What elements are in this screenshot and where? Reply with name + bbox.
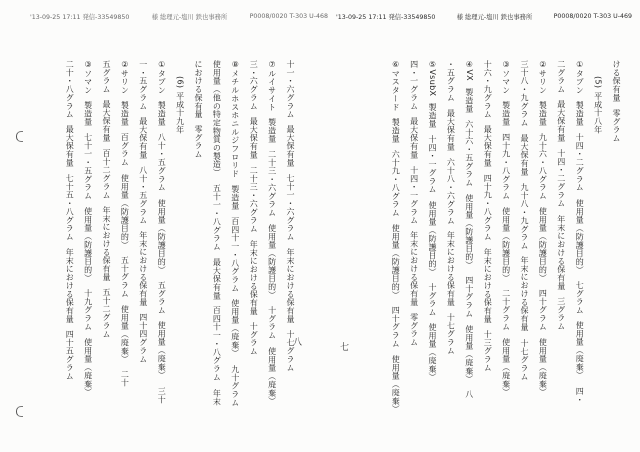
text-segment: 使用量（他の特定物質の製造） — [212, 60, 222, 177]
text-segment: 最大保有量 — [212, 257, 222, 300]
text-segment: ②サリン — [120, 60, 130, 95]
text-segment: 使用量（防護目的） — [464, 193, 474, 270]
fax-sent-info: '13-09-25 17:11 発信-33549850 — [336, 13, 436, 21]
text-segment: 九十グラム — [230, 364, 240, 407]
text-column — [211, 60, 221, 405]
text-column — [193, 60, 203, 159]
text-column — [101, 60, 111, 339]
text-column — [285, 60, 295, 372]
text-segment: 使用量（廃棄） — [157, 321, 167, 380]
text-segment: 使用量（廃棄） — [464, 324, 474, 384]
text-segment: 四十グラム — [538, 289, 548, 332]
text-segment: 使用量（廃棄） — [575, 321, 585, 380]
text-segment: ④VX — [464, 60, 474, 82]
text-segment: 使用量（廃棄） — [83, 338, 93, 397]
text-segment: 三十八・九グラム — [520, 60, 529, 127]
page-number-right: 七 — [340, 343, 350, 353]
text-column — [64, 60, 74, 380]
text-segment: における保有量 — [194, 60, 203, 119]
text-column — [267, 60, 277, 405]
text-segment: 年末における保有量 — [520, 256, 529, 332]
text-column — [445, 60, 455, 355]
text-segment: 八 — [464, 390, 474, 399]
text-segment: 二十・八グラム — [65, 60, 75, 119]
text-segment: 十九グラム — [83, 289, 93, 332]
text-column — [409, 60, 419, 347]
text-segment: 百十二グラム — [102, 149, 111, 200]
text-segment: 使用量（廃棄） — [538, 338, 548, 397]
text-segment: 四十九・八グラム — [483, 174, 493, 242]
text-segment: 使用量（防護目的） — [157, 198, 167, 275]
text-segment: ⑧メチルホスホニルジフロリド — [230, 60, 240, 178]
text-segment: 三十 — [157, 386, 167, 404]
text-segment: 六十九・八グラム — [391, 150, 401, 217]
text-segment: 四十グラム — [464, 276, 474, 318]
text-segment: 年末における保有量 — [102, 206, 111, 282]
text-segment: 年末における保有量 — [286, 248, 295, 324]
text-segment: 製造量 — [501, 101, 511, 127]
text-segment: 十四・二グラム — [575, 133, 585, 192]
text-segment: 製造量 — [428, 103, 437, 129]
text-segment: 七十一・六グラム — [286, 174, 295, 242]
text-segment: 十七グラム — [520, 338, 529, 381]
text-segment: 十グラム — [267, 306, 277, 340]
text-segment: 五グラム — [102, 60, 111, 94]
text-segment: 使用量（防護目的） — [120, 173, 130, 250]
fax-sent-info: '13-09-25 17:11 発信-33549850 — [30, 13, 130, 21]
text-segment: 最大保有量 — [286, 125, 295, 168]
text-segment: 四十四グラム — [138, 313, 148, 364]
text-segment: 二十三・六グラム — [249, 165, 259, 233]
text-column — [593, 76, 603, 134]
text-column — [501, 60, 511, 397]
text-segment: 製造量 — [230, 184, 240, 210]
text-segment: 最大保有量 — [138, 117, 148, 159]
punch-hole-mark — [16, 131, 23, 142]
text-segment: 年末 — [212, 388, 222, 406]
text-segment: 七十一・五グラム — [83, 133, 93, 201]
text-segment: ③ソマン — [501, 60, 511, 95]
text-segment: 五十グラム — [120, 256, 130, 298]
text-segment: 十四・二グラム — [556, 149, 566, 208]
text-column — [556, 60, 566, 330]
text-segment: 十一・六グラム — [286, 60, 295, 119]
text-segment: 最大保有量 — [556, 100, 566, 143]
fax-recipient: 様 総理元-塩川 鉄也事務所 — [456, 13, 533, 21]
text-segment: 使用量（廃棄） — [267, 346, 277, 405]
text-segment: 最大保有量 — [483, 125, 493, 168]
text-segment: 平成十八年 — [593, 92, 603, 135]
text-column — [611, 60, 621, 142]
text-column — [390, 60, 400, 413]
text-segment: (5) — [593, 76, 603, 89]
text-segment: ②サリン — [538, 60, 548, 95]
text-segment: 製造量 — [391, 118, 401, 144]
text-segment: 五十一・八グラム — [212, 183, 222, 251]
text-segment: 十三グラム — [483, 330, 493, 372]
text-segment: 最大保有量 — [520, 133, 529, 176]
text-segment: 二十グラム — [501, 289, 511, 332]
text-segment: 十グラム — [428, 283, 437, 317]
text-column — [83, 60, 93, 397]
text-segment: ⑦ルイサイト — [267, 60, 277, 112]
text-segment: ⑤VsubX — [428, 60, 437, 97]
text-segment: 四十グラム — [391, 306, 401, 348]
text-segment: 百四十一・八グラム — [230, 216, 240, 293]
text-segment: 使用量（廃棄） — [120, 304, 130, 364]
text-column — [230, 60, 240, 406]
fax-page-code: P0008/0020 T-303 U-468 — [249, 12, 328, 20]
text-segment: 製造量 — [267, 118, 277, 144]
text-segment: 零グラム — [409, 313, 419, 347]
text-segment: 十六・九グラム — [483, 60, 493, 119]
text-column — [427, 60, 437, 382]
text-segment: 使用量（廃棄） — [230, 299, 240, 358]
text-segment: 年末における保有量 — [446, 231, 456, 307]
text-segment: 使用量（防護目的） — [83, 207, 93, 283]
text-segment: 十七グラム — [446, 313, 456, 356]
text-segment: 二十三・六グラム — [267, 150, 277, 217]
text-column — [175, 76, 185, 134]
text-column — [537, 60, 547, 397]
text-column — [574, 60, 584, 404]
text-segment: 八十・五グラム — [157, 133, 167, 192]
text-segment: 五グラム — [157, 281, 167, 315]
text-segment: 製造量 — [157, 101, 167, 127]
text-segment: 年末における保有量 — [409, 231, 419, 307]
text-segment: 年末における保有量 — [249, 239, 259, 315]
text-segment: 製造量 — [575, 101, 585, 127]
text-segment: 年末における保有量 — [483, 248, 493, 324]
text-segment: 四十九・八グラム — [501, 133, 511, 201]
text-segment: 使用量（防護目的） — [428, 200, 437, 277]
text-segment: 年末における保有量 — [65, 248, 75, 324]
text-segment: 使用量（防護目的） — [575, 198, 585, 275]
text-segment: 四十五グラム — [65, 330, 75, 381]
text-segment: 六十八・六グラム — [446, 157, 456, 225]
text-segment: ⑥マスタード — [391, 60, 401, 112]
text-segment: 年末における保有量 — [556, 214, 566, 290]
text-segment: 三・六グラム — [249, 60, 259, 111]
text-column — [482, 60, 492, 372]
text-segment: 使用量（防護目的） — [501, 207, 511, 283]
text-column — [248, 60, 258, 355]
text-segment: 百グラム — [120, 133, 130, 167]
page-number-left: 八 — [293, 338, 303, 348]
text-segment: ③ソマン — [83, 60, 93, 95]
text-segment: (6) — [175, 76, 185, 89]
text-segment: 使用量（防護目的） — [538, 207, 548, 283]
text-segment: 十七グラム — [286, 330, 295, 372]
text-segment: 使用量（防護目的） — [267, 223, 277, 300]
punch-hole-mark — [16, 406, 23, 417]
text-segment: 二グラム — [556, 60, 566, 94]
text-segment: 使用量（廃棄） — [391, 354, 401, 414]
text-segment: 零グラム — [194, 125, 203, 159]
text-segment: 五十二グラム — [102, 288, 111, 339]
text-segment: 七グラム — [575, 281, 585, 315]
text-segment: 最大保有量 — [249, 117, 259, 159]
text-segment: 七十五・八グラム — [65, 174, 75, 242]
text-segment: 四・一グラム — [409, 60, 419, 111]
text-segment: ①タブン — [157, 60, 167, 95]
text-column — [519, 60, 529, 380]
text-segment: 十四・一グラム — [428, 135, 437, 194]
text-segment: 最大保有量 — [446, 108, 456, 151]
text-segment: ける保有量 — [612, 60, 621, 102]
text-column — [119, 60, 129, 387]
text-segment: 二十 — [120, 370, 130, 387]
text-segment: 十グラム — [249, 321, 259, 356]
text-segment: 九十八・九グラム — [520, 182, 529, 250]
text-segment: 百四十一・八グラム — [212, 306, 222, 382]
text-segment: 最大保有量 — [65, 125, 75, 168]
text-segment: 使用量（廃棄） — [428, 323, 437, 382]
text-segment: 一・五グラム — [138, 60, 148, 111]
text-segment: 製造量 — [538, 101, 548, 127]
text-segment: 製造量 — [464, 88, 474, 114]
text-segment: 最大保有量 — [102, 100, 111, 143]
text-segment: ・五グラム — [446, 60, 456, 102]
text-segment: 使用量（防護目的） — [391, 223, 401, 300]
text-segment: 年末における保有量 — [138, 231, 148, 307]
text-segment: 使用量（廃棄） — [501, 338, 511, 397]
text-segment: ①タブン — [575, 60, 585, 95]
text-segment: 製造量 — [83, 101, 93, 127]
text-segment: 平成十九年 — [175, 92, 185, 135]
fax-page-code: P0008/0020 T-303 U-469 — [553, 12, 632, 20]
text-segment: 八十・五グラム — [138, 165, 148, 225]
text-segment: 六十六・五グラム — [464, 120, 474, 187]
text-segment: 製造量 — [120, 101, 130, 127]
text-column — [138, 60, 148, 364]
text-column — [464, 60, 474, 399]
text-segment: 十四・一グラム — [409, 165, 419, 225]
text-segment: 四・ — [575, 386, 585, 404]
text-segment: 三グラム — [556, 296, 566, 331]
fax-recipient: 様 総理元-塩川 鉄也事務所 — [151, 13, 228, 21]
text-column — [156, 60, 166, 404]
text-segment: 九十六・八グラム — [538, 133, 548, 201]
text-segment: 零グラム — [612, 108, 621, 143]
text-segment: 最大保有量 — [409, 117, 419, 159]
